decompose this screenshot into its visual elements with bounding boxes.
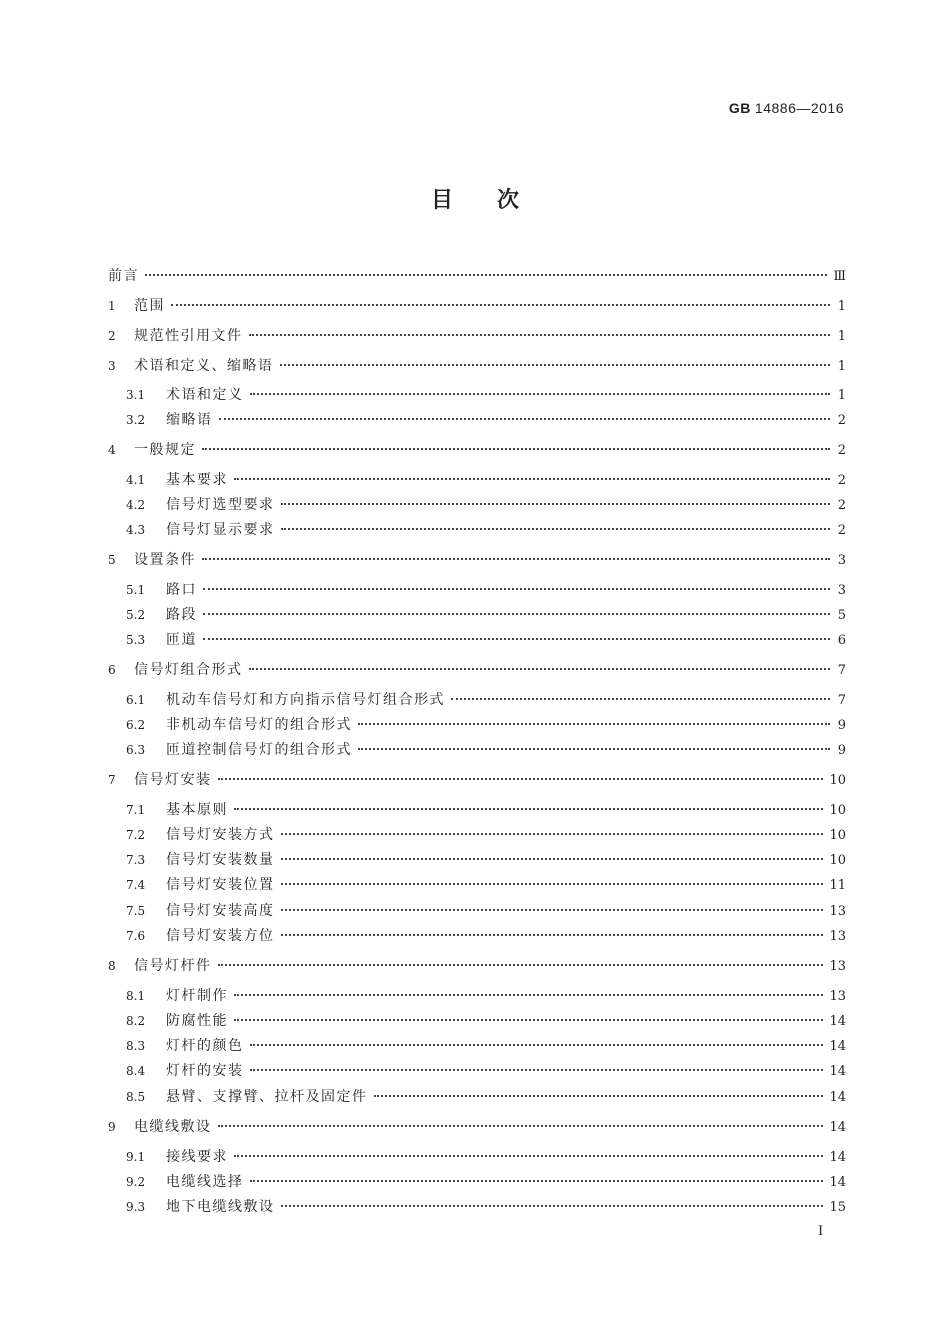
toc-entry-number: 1	[108, 299, 116, 313]
toc-entry-label: 接线要求	[166, 1149, 228, 1165]
toc-entry-label: 悬臂、支撑臂、拉杆及固定件	[166, 1089, 368, 1105]
toc-entry[interactable]	[126, 580, 846, 600]
toc-entry[interactable]	[108, 770, 846, 790]
toc-entry-label: 信号灯安装数量	[166, 852, 275, 868]
dot-leader	[203, 638, 830, 640]
footer-page-number: Ⅰ	[818, 1224, 824, 1239]
toc-entry[interactable]	[108, 356, 846, 376]
toc-entry-label: 信号灯安装	[134, 772, 212, 788]
toc-entry-page: 14	[829, 1064, 846, 1079]
standard-number	[729, 100, 844, 116]
toc-entry-label: 信号灯显示要求	[166, 522, 275, 538]
toc-entry-label: 一般规定	[134, 442, 196, 458]
toc-entry-number: 9.3	[126, 1200, 146, 1214]
toc-entry-label: 电缆线敷设	[134, 1119, 212, 1135]
dot-leader	[358, 723, 830, 725]
dot-leader	[203, 588, 830, 590]
toc-entry-number: 9.2	[126, 1175, 146, 1189]
dot-leader	[281, 1205, 824, 1207]
toc-entry-page: 14	[829, 1120, 846, 1135]
toc-entry-number: 7	[108, 773, 116, 787]
toc-entry-number: 3.2	[126, 413, 146, 427]
toc-entry[interactable]	[126, 1011, 846, 1031]
toc-entry-number: 8	[108, 959, 116, 973]
dot-leader	[202, 448, 830, 450]
toc-entry-page: 7	[837, 663, 846, 678]
toc-entry-page: 11	[829, 878, 846, 893]
toc-entry-page: 10	[829, 853, 846, 868]
toc-entry-number: 8.2	[126, 1014, 146, 1028]
toc-entry-number: 7.1	[126, 803, 146, 817]
toc-entry-page: 6	[837, 633, 846, 648]
toc-entry[interactable]	[108, 326, 846, 346]
toc-entry[interactable]	[126, 740, 846, 760]
toc-entry-number: 3.1	[126, 388, 146, 402]
dot-leader	[281, 883, 824, 885]
toc-entry-label: 机动车信号灯和方向指示信号灯组合形式	[166, 692, 445, 708]
toc-entry[interactable]	[126, 690, 846, 710]
toc-entry-number: 8.4	[126, 1064, 146, 1078]
toc-entry-page: 2	[837, 443, 846, 458]
toc-entry[interactable]	[108, 550, 846, 570]
toc-entry[interactable]	[126, 875, 846, 895]
toc-entry[interactable]	[126, 1087, 846, 1107]
dot-leader	[234, 1155, 823, 1157]
dot-leader	[250, 1044, 824, 1046]
dot-leader	[218, 964, 824, 966]
toc-entry-number: 4.2	[126, 498, 146, 512]
toc-entry-label: 电缆线选择	[166, 1174, 244, 1190]
toc-entry-label: 信号灯安装方位	[166, 928, 275, 944]
toc-entry-label: 信号灯组合形式	[134, 662, 243, 678]
toc-entry-number: 6.1	[126, 693, 146, 707]
dot-leader	[218, 1125, 824, 1127]
dot-leader	[281, 909, 824, 911]
toc-entry-page: 14	[829, 1090, 846, 1105]
toc-entry-page: 1	[837, 388, 846, 403]
toc-entry[interactable]	[126, 520, 846, 540]
dot-leader	[249, 668, 831, 670]
toc-entry-number: 8.3	[126, 1039, 146, 1053]
standard-prefix: GB	[728, 100, 751, 116]
toc-entry-page: 2	[837, 498, 846, 513]
toc-entry-page: 13	[829, 989, 846, 1004]
toc-entry[interactable]	[126, 410, 846, 430]
dot-leader	[234, 994, 823, 996]
toc-entry[interactable]	[108, 660, 846, 680]
toc-entry[interactable]	[126, 901, 846, 921]
toc-entry-page: 14	[829, 1150, 846, 1165]
toc-entry-page: 5	[837, 608, 846, 623]
toc-entry-label: 匝道控制信号灯的组合形式	[166, 742, 352, 758]
toc-entry-page: 2	[837, 473, 846, 488]
toc-entry-page: 1	[837, 299, 846, 314]
dot-leader	[234, 1019, 823, 1021]
toc-entry-page: 10	[829, 773, 846, 788]
toc-entry[interactable]	[108, 266, 846, 286]
toc-entry-page: 14	[829, 1039, 846, 1054]
dot-leader	[250, 1180, 824, 1182]
toc-entry[interactable]	[126, 715, 846, 735]
toc-entry[interactable]	[126, 470, 846, 490]
toc-entry-label: 前言	[108, 268, 139, 284]
standard-code: 14886—2016	[754, 100, 844, 116]
toc-entry-page: 13	[829, 904, 846, 919]
toc-entry-label: 范围	[134, 298, 165, 314]
toc-entry[interactable]	[126, 926, 846, 946]
toc-entry-label: 设置条件	[134, 552, 196, 568]
dot-leader	[281, 858, 824, 860]
toc-entry[interactable]	[126, 630, 846, 650]
toc-entry-page: 1	[837, 359, 846, 374]
dot-leader	[281, 934, 824, 936]
toc-entry-number: 2	[108, 329, 116, 343]
toc-entry-label: 匝道	[166, 632, 197, 648]
toc-entry[interactable]	[126, 1197, 846, 1217]
toc-entry-label: 防腐性能	[166, 1013, 228, 1029]
dot-leader	[374, 1095, 824, 1097]
toc-entry-page: 2	[837, 523, 846, 538]
toc-entry[interactable]	[126, 800, 846, 820]
toc-entry-number: 7.6	[126, 929, 146, 943]
dot-leader	[145, 274, 827, 276]
toc-entry-number: 5.2	[126, 608, 146, 622]
dot-leader	[203, 613, 830, 615]
dot-leader	[218, 778, 824, 780]
toc-entry-label: 基本要求	[166, 472, 228, 488]
toc-entry-page: 14	[829, 1014, 846, 1029]
dot-leader	[281, 503, 831, 505]
toc-entry-number: 5.1	[126, 583, 146, 597]
toc-entry-label: 非机动车信号灯的组合形式	[166, 717, 352, 733]
toc-entry-number: 6.2	[126, 718, 146, 732]
toc-entry[interactable]	[108, 440, 846, 460]
toc-entry-page: 13	[829, 959, 846, 974]
toc-entry[interactable]	[126, 1036, 846, 1056]
toc-entry-page: 9	[837, 743, 846, 758]
toc-entry[interactable]	[126, 1147, 846, 1167]
toc-entry[interactable]	[126, 986, 846, 1006]
dot-leader	[219, 418, 831, 420]
toc-entry-number: 7.4	[126, 878, 146, 892]
toc-entry-page: 2	[837, 413, 846, 428]
toc-entry-label: 灯杆的安装	[166, 1063, 244, 1079]
dot-leader	[451, 698, 830, 700]
toc-entry-label: 缩略语	[166, 412, 213, 428]
dot-leader	[250, 1069, 824, 1071]
toc-entry[interactable]	[108, 1117, 846, 1137]
toc-entry-page: Ⅲ	[833, 269, 846, 284]
toc-entry-label: 信号灯安装高度	[166, 903, 275, 919]
toc-entry-number: 6.3	[126, 743, 146, 757]
toc-entry-page: 3	[837, 583, 846, 598]
toc-entry-number: 5.3	[126, 633, 146, 647]
toc-entry-number: 7.5	[126, 904, 146, 918]
toc-entry-label: 路口	[166, 582, 197, 598]
toc-entry-page: 10	[829, 828, 846, 843]
toc-entry-number: 7.3	[126, 853, 146, 867]
toc-entry-number: 7.2	[126, 828, 146, 842]
dot-leader	[202, 558, 830, 560]
toc-entry-page: 13	[829, 929, 846, 944]
toc-entry-page: 14	[829, 1175, 846, 1190]
toc-entry-number: 5	[108, 553, 116, 567]
toc-entry-label: 术语和定义、缩略语	[134, 358, 274, 374]
dot-leader	[234, 478, 830, 480]
toc-entry-number: 3	[108, 359, 116, 373]
dot-leader	[358, 748, 830, 750]
toc-entry-page: 10	[829, 803, 846, 818]
toc-entry-label: 信号灯杆件	[134, 958, 212, 974]
toc-entry-number: 4.1	[126, 473, 146, 487]
toc-entry[interactable]	[126, 1061, 846, 1081]
toc-entry-label: 灯杆制作	[166, 988, 228, 1004]
toc-entry[interactable]	[126, 605, 846, 625]
toc-entry-page: 1	[837, 329, 846, 344]
dot-leader	[250, 393, 831, 395]
toc-entry-label: 信号灯安装位置	[166, 877, 275, 893]
toc-entry-label: 信号灯选型要求	[166, 497, 275, 513]
toc-entry-number: 6	[108, 663, 116, 677]
toc-entry-number: 4	[108, 443, 116, 457]
toc-entry-label: 规范性引用文件	[134, 328, 243, 344]
toc-entry-label: 基本原则	[166, 802, 228, 818]
toc-entry-number: 9.1	[126, 1150, 146, 1164]
toc-entry[interactable]	[126, 825, 846, 845]
toc-entry[interactable]	[126, 850, 846, 870]
toc-entry-label: 信号灯安装方式	[166, 827, 275, 843]
toc-entry[interactable]	[108, 956, 846, 976]
toc-entry-number: 8.5	[126, 1090, 146, 1104]
toc-entry-label: 灯杆的颜色	[166, 1038, 244, 1054]
toc-entry-label: 路段	[166, 607, 197, 623]
dot-leader	[171, 304, 830, 306]
dot-leader	[281, 528, 831, 530]
dot-leader	[281, 833, 824, 835]
dot-leader	[249, 334, 831, 336]
toc-entry-page: 3	[837, 553, 846, 568]
toc-entry-number: 9	[108, 1120, 116, 1134]
toc-entry[interactable]	[126, 1172, 846, 1192]
toc-entry[interactable]	[126, 385, 846, 405]
toc-entry-page: 15	[829, 1200, 846, 1215]
toc-entry-page: 9	[837, 718, 846, 733]
page-title: 目次	[430, 188, 563, 213]
toc-entry-number: 4.3	[126, 523, 146, 537]
toc-entry-number: 8.1	[126, 989, 146, 1003]
dot-leader	[280, 364, 831, 366]
dot-leader	[234, 808, 823, 810]
toc-entry[interactable]	[126, 495, 846, 515]
toc-entry[interactable]	[108, 296, 846, 316]
toc-entry-page: 7	[837, 693, 846, 708]
toc-entry-label: 术语和定义	[166, 387, 244, 403]
toc-entry-label: 地下电缆线敷设	[166, 1199, 275, 1215]
